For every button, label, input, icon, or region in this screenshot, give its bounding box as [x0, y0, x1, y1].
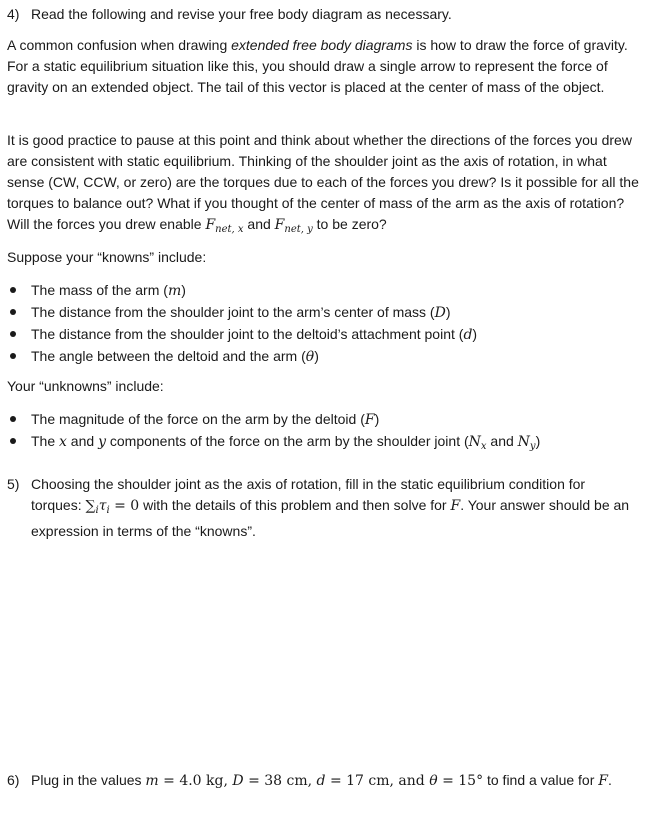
question-4-title: Read the following and revise your free body diagram as necessary.: [31, 6, 452, 22]
question-4-number: 4): [7, 6, 20, 22]
list-item: The magnitude of the force on the arm by the deltoid (F): [7, 408, 627, 430]
question-4-heading: [7, 4, 643, 25]
bullet-icon: [10, 287, 16, 293]
paragraph-gravity: A common confusion when drawing extended free body diagrams is how to draw the force of gravity. For a static equilibrium situation like this, you should draw a single arrow to represent the force of gravity on an extended object. The tail of this vector is placed at the center of mass of the object.: [7, 37, 628, 95]
question-5-text: Choosing the shoulder joint as the axis of rotation, fill in the static equilibrium condition for torques: $\sum_i\tau_i = 0$ with the details of this problem and then solve for F. Your answer should be an expression in terms of the “knowns”.: [31, 476, 630, 539]
unknowns-intro: Your “unknowns” include:: [7, 378, 164, 394]
question-5-number: 5): [7, 476, 20, 492]
bullet-icon: [10, 309, 16, 315]
list-item: The mass of the arm (m): [7, 279, 627, 301]
fnet-x-symbol: $F_{net, x}$: [205, 217, 244, 235]
list-item: The angle between the deltoid and the arm (θ): [7, 345, 627, 367]
extended-fbd-term: extended free body diagrams: [231, 37, 413, 53]
bullet-icon: [10, 438, 16, 444]
knowns-intro: Suppose your “knowns” include:: [7, 249, 207, 265]
question-6: [7, 770, 643, 791]
unknowns-list: [7, 408, 627, 452]
knowns-list: [7, 279, 627, 367]
question-6-text: Plug in the values m = 4.0 kg, D = 38 cm, d = 17 cm, and θ = 15° to find a value for F.: [31, 772, 612, 789]
paragraph-torques: It is good practice to pause at this point and think about whether the directions of the forces you drew are consistent with static equilibrium. Thinking of the shoulder joint as the axis of rotation, in what sense (CW, CCW, or zero) are the torques due to each of the forces you drew? Is it possible for all the torques to balance out? What if you thought of the center of mass of the arm as the axis of rotation? Will the forces you drew enable $F_{net, x}$ and $F_{net, y}$ to be zero?: [7, 132, 639, 235]
fnet-y-symbol: $F_{net, y}$: [274, 217, 313, 235]
list-item: The distance from the shoulder joint to the arm’s center of mass (D): [7, 301, 627, 323]
bullet-icon: [10, 416, 16, 422]
question-5: [7, 474, 643, 540]
question-6-number: 6): [7, 772, 20, 788]
list-item: The x and y components of the force on the arm by the shoulder joint ($N_x$ and $N_y$): [7, 430, 627, 452]
list-item: The distance from the shoulder joint to the deltoid’s attachment point (d): [7, 323, 627, 345]
bullet-icon: [10, 331, 16, 337]
bullet-icon: [10, 353, 16, 359]
